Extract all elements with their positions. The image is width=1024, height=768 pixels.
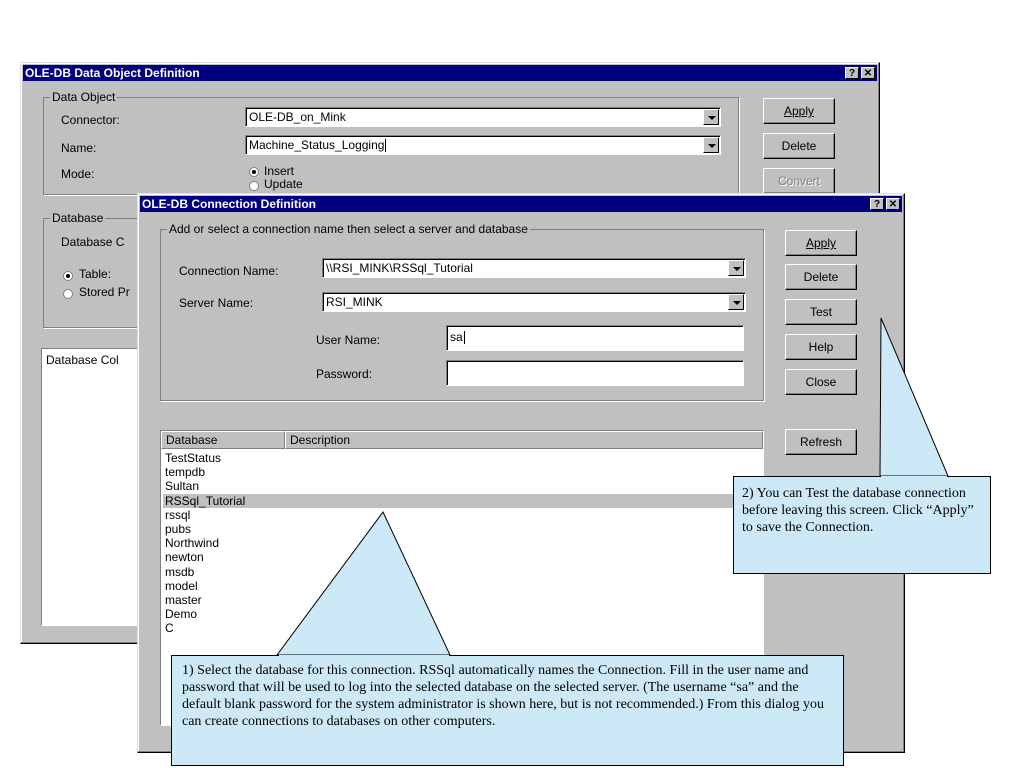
main-window-title: OLE-DB Data Object Definition <box>25 66 200 80</box>
database-list-item[interactable]: Northwind <box>165 536 220 551</box>
select-callout-text: 1) Select the database for this connection. RSSql automatically names the Connection. Fill in the user name and password that will be used to log into the selected database on the selected server. (The username “sa” and the default blank password for the system administrator is shown here, but is not recommended.) From this dialog you can create connections to databases on other computers. <box>182 663 824 729</box>
user-name-value: sa <box>450 330 463 344</box>
connection-apply-button[interactable]: Apply <box>785 230 857 256</box>
main-help-button[interactable]: ? <box>845 67 859 79</box>
connection-close-button[interactable]: ✕ <box>886 198 900 210</box>
database-list-item[interactable]: Demo <box>165 607 198 622</box>
mode-update-radio[interactable] <box>249 181 259 191</box>
main-close-button[interactable]: ✕ <box>861 67 875 79</box>
database-list-item[interactable]: tempdb <box>165 465 206 480</box>
database-list-item[interactable]: C <box>165 621 174 636</box>
database-list-item[interactable]: pubs <box>165 522 192 536</box>
server-name-dropdown-icon[interactable] <box>728 294 744 310</box>
server-name-select[interactable] <box>322 292 746 312</box>
connector-select[interactable] <box>245 107 721 127</box>
mode-update-label: Update <box>264 177 303 191</box>
database-list-item[interactable]: master <box>165 593 202 607</box>
connector-value: OLE-DB_on_Mink <box>249 110 346 124</box>
database-list-item[interactable]: RSSql_Tutorial <box>163 494 763 508</box>
database-list-item[interactable]: msdb <box>165 564 195 579</box>
password-label: Password: <box>316 367 373 381</box>
mode-insert-label: Insert <box>264 164 295 178</box>
connection-close-dialog-button[interactable]: Close <box>785 369 857 395</box>
mode-label: Mode: <box>61 167 95 181</box>
connection-dialog-title-bar[interactable] <box>140 196 902 212</box>
main-delete-button[interactable]: Delete <box>763 133 835 159</box>
name-value: Machine_Status_Logging <box>249 138 385 152</box>
connection-name-select[interactable] <box>322 258 746 278</box>
database-list-item[interactable]: Sultan <box>165 479 200 494</box>
server-name-label: Server Name: <box>179 296 254 310</box>
database-group-label: Database <box>52 211 104 225</box>
server-name-value: RSI_MINK <box>326 295 383 309</box>
database-c-label: Database C <box>61 235 125 249</box>
stored-procedure-label: Stored Pr <box>79 285 130 299</box>
database-list-item[interactable]: rssql <box>165 507 191 522</box>
column-header-description[interactable]: Description <box>285 431 763 449</box>
refresh-button[interactable]: Refresh <box>785 429 857 455</box>
database-list-item[interactable]: model <box>165 578 198 593</box>
mode-insert-radio[interactable] <box>249 167 259 177</box>
database-list-item[interactable]: newton <box>165 550 204 565</box>
name-select[interactable] <box>245 135 721 155</box>
password-input[interactable] <box>446 360 744 386</box>
data-object-group-label: Data Object <box>52 90 116 104</box>
connector-dropdown-icon[interactable] <box>703 109 719 125</box>
connection-delete-button[interactable]: Delete <box>785 264 857 290</box>
user-name-input[interactable] <box>446 325 744 351</box>
name-dropdown-icon[interactable] <box>703 137 719 153</box>
test-callout <box>733 476 991 574</box>
connection-name-value: \\RSI_MINK\RSSql_Tutorial <box>326 261 473 275</box>
column-header-database[interactable]: Database <box>161 431 285 449</box>
connection-help-dialog-button[interactable]: Help <box>785 334 857 360</box>
connector-label: Connector: <box>61 113 120 127</box>
user-name-label: User Name: <box>316 333 381 347</box>
text-cursor <box>385 139 386 152</box>
main-convert-button[interactable]: Convert <box>763 168 835 194</box>
connection-dialog-title: OLE-DB Connection Definition <box>142 197 316 211</box>
stored-procedure-radio[interactable] <box>63 289 73 299</box>
user-name-cursor <box>464 331 465 344</box>
main-apply-button[interactable]: Apply <box>763 98 835 124</box>
connection-name-label: Connection Name: <box>179 264 279 278</box>
connection-group-label: Add or select a connection name then select a server and database <box>169 222 528 236</box>
name-label: Name: <box>61 141 97 155</box>
table-radio[interactable] <box>63 271 73 281</box>
select-callout <box>171 655 844 766</box>
connection-test-button[interactable]: Test <box>785 299 857 325</box>
database-columns-label: Database Col <box>46 353 119 367</box>
connection-help-button[interactable]: ? <box>870 198 884 210</box>
table-label: Table: <box>79 267 112 281</box>
test-callout-text: 2) You can Test the database connection before leaving this screen. Click “Apply” to save the Connection. <box>742 486 974 535</box>
connection-name-dropdown-icon[interactable] <box>728 260 744 276</box>
main-window-title-bar[interactable] <box>23 65 877 81</box>
database-list-item[interactable]: TestStatus <box>165 451 222 465</box>
